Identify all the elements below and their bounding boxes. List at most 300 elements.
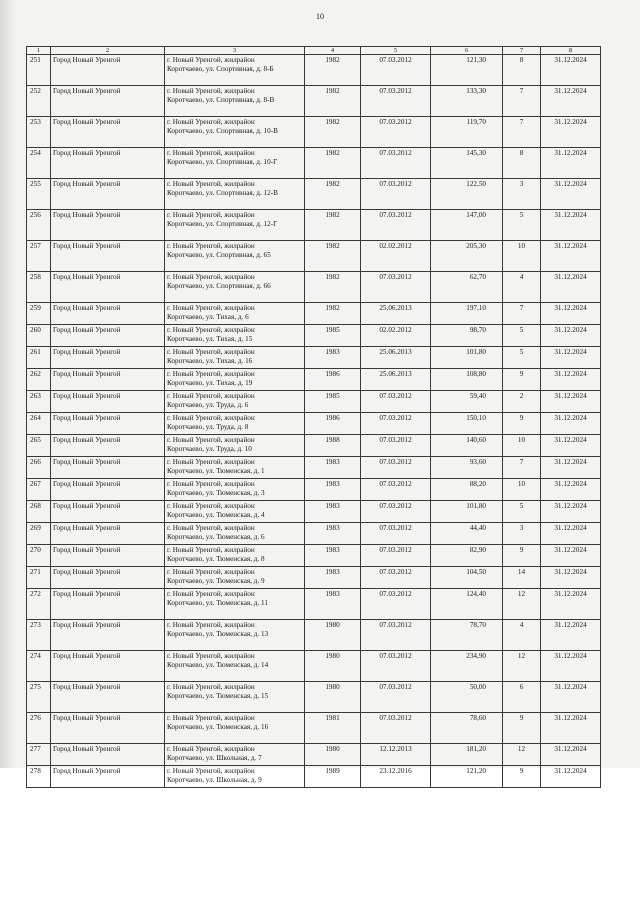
residents-cell: 3	[503, 179, 541, 210]
deadline-cell: 31.12.2024	[541, 347, 601, 369]
table-body	[27, 55, 601, 788]
area-cell: 108,80	[431, 369, 503, 391]
municipality-cell: Город Новый Уренгой	[51, 545, 165, 567]
deadline-cell: 31.12.2024	[541, 55, 601, 86]
area-cell: 124,40	[431, 589, 503, 620]
area-cell: 147,00	[431, 210, 503, 241]
year-cell: 1980	[305, 620, 361, 651]
address-line-2: Коротчаево, ул. Тихая, д. 6	[167, 313, 249, 321]
municipality-cell: Город Новый Уренгой	[51, 347, 165, 369]
date-cell: 07.03.2012	[361, 86, 431, 117]
address-cell	[165, 651, 305, 682]
residents-cell: 8	[503, 55, 541, 86]
deadline-cell: 31.12.2024	[541, 479, 601, 501]
deadline-cell: 31.12.2024	[541, 86, 601, 117]
area-cell: 82,90	[431, 545, 503, 567]
residents-cell: 7	[503, 303, 541, 325]
municipality-cell: Город Новый Уренгой	[51, 713, 165, 744]
year-cell: 1982	[305, 55, 361, 86]
row-number: 272	[27, 589, 51, 620]
row-number: 258	[27, 272, 51, 303]
row-number: 269	[27, 523, 51, 545]
column-number: 4	[305, 47, 361, 55]
address-cell	[165, 567, 305, 589]
address-line-1: г. Новый Уренгой, жилрайон	[167, 348, 255, 356]
year-cell: 1982	[305, 179, 361, 210]
address-line-1: г. Новый Уренгой, жилрайон	[167, 621, 255, 629]
residents-cell: 9	[503, 369, 541, 391]
area-cell: 121,30	[431, 55, 503, 86]
year-cell: 1982	[305, 210, 361, 241]
year-cell: 1982	[305, 272, 361, 303]
page-number: 10	[316, 12, 324, 21]
table-row	[27, 413, 601, 435]
residents-cell: 12	[503, 744, 541, 766]
area-cell: 133,30	[431, 86, 503, 117]
deadline-cell: 31.12.2024	[541, 457, 601, 479]
date-cell: 07.03.2012	[361, 620, 431, 651]
address-line-1: г. Новый Уренгой, жилрайон	[167, 714, 255, 722]
column-number-row	[27, 47, 601, 55]
area-cell: 93,60	[431, 457, 503, 479]
address-line-2: Коротчаево, ул. Школьная, д. 9	[167, 776, 262, 784]
address-cell	[165, 117, 305, 148]
address-cell	[165, 303, 305, 325]
municipality-cell: Город Новый Уренгой	[51, 413, 165, 435]
row-number: 277	[27, 744, 51, 766]
area-cell: 122,50	[431, 179, 503, 210]
year-cell: 1983	[305, 523, 361, 545]
address-line-1: г. Новый Уренгой, жилрайон	[167, 524, 255, 532]
residents-cell: 10	[503, 241, 541, 272]
municipality-cell: Город Новый Уренгой	[51, 241, 165, 272]
date-cell: 07.03.2012	[361, 651, 431, 682]
residents-cell: 7	[503, 457, 541, 479]
table-row	[27, 545, 601, 567]
address-line-1: г. Новый Уренгой, жилрайон	[167, 767, 255, 775]
deadline-cell: 31.12.2024	[541, 325, 601, 347]
deadline-cell: 31.12.2024	[541, 369, 601, 391]
area-cell: 101,80	[431, 347, 503, 369]
deadline-cell: 31.12.2024	[541, 589, 601, 620]
deadline-cell: 31.12.2024	[541, 713, 601, 744]
date-cell: 07.03.2012	[361, 682, 431, 713]
row-number: 251	[27, 55, 51, 86]
row-number: 257	[27, 241, 51, 272]
deadline-cell: 31.12.2024	[541, 620, 601, 651]
year-cell: 1982	[305, 303, 361, 325]
year-cell: 1982	[305, 241, 361, 272]
deadline-cell: 31.12.2024	[541, 682, 601, 713]
area-cell: 121,20	[431, 766, 503, 788]
date-cell: 07.03.2012	[361, 523, 431, 545]
table-row	[27, 651, 601, 682]
address-cell	[165, 479, 305, 501]
municipality-cell: Город Новый Уренгой	[51, 744, 165, 766]
year-cell: 1989	[305, 766, 361, 788]
table-row	[27, 241, 601, 272]
deadline-cell: 31.12.2024	[541, 272, 601, 303]
municipality-cell: Город Новый Уренгой	[51, 117, 165, 148]
year-cell: 1983	[305, 457, 361, 479]
address-line-2: Коротчаево, ул. Труда, д. 6	[167, 401, 249, 409]
residents-cell: 12	[503, 589, 541, 620]
address-cell	[165, 391, 305, 413]
municipality-cell: Город Новый Уренгой	[51, 682, 165, 713]
row-number: 255	[27, 179, 51, 210]
area-cell: 104,50	[431, 567, 503, 589]
row-number: 266	[27, 457, 51, 479]
area-cell: 59,40	[431, 391, 503, 413]
table-row	[27, 479, 601, 501]
date-cell: 23.12.2016	[361, 766, 431, 788]
deadline-cell: 31.12.2024	[541, 651, 601, 682]
year-cell: 1983	[305, 479, 361, 501]
date-cell: 25.06.2013	[361, 369, 431, 391]
address-line-1: г. Новый Уренгой, жилрайон	[167, 273, 255, 281]
area-cell: 234,90	[431, 651, 503, 682]
row-number: 253	[27, 117, 51, 148]
municipality-cell: Город Новый Уренгой	[51, 651, 165, 682]
row-number: 264	[27, 413, 51, 435]
address-cell	[165, 179, 305, 210]
deadline-cell: 31.12.2024	[541, 567, 601, 589]
address-cell	[165, 272, 305, 303]
residents-cell: 9	[503, 545, 541, 567]
municipality-cell: Город Новый Уренгой	[51, 457, 165, 479]
deadline-cell: 31.12.2024	[541, 179, 601, 210]
date-cell: 07.03.2012	[361, 117, 431, 148]
address-line-1: г. Новый Уренгой, жилрайон	[167, 87, 255, 95]
address-line-1: г. Новый Уренгой, жилрайон	[167, 480, 255, 488]
date-cell: 07.03.2012	[361, 148, 431, 179]
residents-cell: 6	[503, 682, 541, 713]
row-number: 256	[27, 210, 51, 241]
residents-cell: 9	[503, 413, 541, 435]
row-number: 261	[27, 347, 51, 369]
address-line-2: Коротчаево, ул. Тюменская, д. 8	[167, 555, 265, 563]
residents-cell: 5	[503, 325, 541, 347]
address-cell	[165, 523, 305, 545]
table-row	[27, 766, 601, 788]
address-line-1: г. Новый Уренгой, жилрайон	[167, 392, 255, 400]
date-cell: 07.03.2012	[361, 479, 431, 501]
address-cell	[165, 325, 305, 347]
year-cell: 1985	[305, 391, 361, 413]
column-number: 5	[361, 47, 431, 55]
row-number: 254	[27, 148, 51, 179]
address-line-2: Коротчаево, ул. Тихая, д. 16	[167, 357, 253, 365]
table-row	[27, 369, 601, 391]
scan-edge-shadow	[0, 0, 14, 768]
table-row	[27, 435, 601, 457]
address-line-2: Коротчаево, ул. Спортивная, д. 12-Г	[167, 220, 278, 228]
address-line-1: г. Новый Уренгой, жилрайон	[167, 502, 255, 510]
municipality-cell: Город Новый Уренгой	[51, 391, 165, 413]
table-row	[27, 86, 601, 117]
residents-cell: 4	[503, 272, 541, 303]
address-line-2: Коротчаево, ул. Тюменская, д. 1	[167, 467, 265, 475]
municipality-cell: Город Новый Уренгой	[51, 148, 165, 179]
year-cell: 1980	[305, 651, 361, 682]
address-cell	[165, 55, 305, 86]
address-line-1: г. Новый Уренгой, жилрайон	[167, 370, 255, 378]
table-row	[27, 391, 601, 413]
table-row	[27, 501, 601, 523]
table-row	[27, 713, 601, 744]
area-cell: 205,30	[431, 241, 503, 272]
address-line-2: Коротчаево, ул. Тюменская, д. 14	[167, 661, 269, 669]
address-line-2: Коротчаево, ул. Спортивная, д. 65	[167, 251, 271, 259]
municipality-cell: Город Новый Уренгой	[51, 210, 165, 241]
area-cell: 140,60	[431, 435, 503, 457]
area-cell: 44,40	[431, 523, 503, 545]
area-cell: 50,00	[431, 682, 503, 713]
address-cell	[165, 589, 305, 620]
column-number: 1	[27, 47, 51, 55]
address-line-1: г. Новый Уренгой, жилрайон	[167, 568, 255, 576]
column-number: 3	[165, 47, 305, 55]
address-line-2: Коротчаево, ул. Спортивная, д. 8-Б	[167, 65, 274, 73]
municipality-cell: Город Новый Уренгой	[51, 523, 165, 545]
residents-cell: 12	[503, 651, 541, 682]
address-cell	[165, 148, 305, 179]
municipality-cell: Город Новый Уренгой	[51, 55, 165, 86]
address-line-1: г. Новый Уренгой, жилрайон	[167, 745, 255, 753]
area-cell: 145,30	[431, 148, 503, 179]
address-line-2: Коротчаево, ул. Тихая, д. 15	[167, 335, 253, 343]
address-line-2: Коротчаево, ул. Школьная, д. 7	[167, 754, 262, 762]
address-line-1: г. Новый Уренгой, жилрайон	[167, 118, 255, 126]
row-number: 273	[27, 620, 51, 651]
row-number: 268	[27, 501, 51, 523]
date-cell: 07.03.2012	[361, 713, 431, 744]
area-cell: 119,70	[431, 117, 503, 148]
date-cell: 25.06.2013	[361, 303, 431, 325]
address-line-2: Коротчаево, ул. Тюменская, д. 4	[167, 511, 265, 519]
date-cell: 07.03.2012	[361, 501, 431, 523]
column-number: 7	[503, 47, 541, 55]
table-row	[27, 325, 601, 347]
year-cell: 1983	[305, 545, 361, 567]
address-line-2: Коротчаево, ул. Спортивная, д. 12-В	[167, 189, 278, 197]
deadline-cell: 31.12.2024	[541, 241, 601, 272]
address-line-2: Коротчаево, ул. Спортивная, д. 8-В	[167, 96, 275, 104]
deadline-cell: 31.12.2024	[541, 303, 601, 325]
deadline-cell: 31.12.2024	[541, 744, 601, 766]
deadline-cell: 31.12.2024	[541, 391, 601, 413]
year-cell: 1980	[305, 744, 361, 766]
address-cell	[165, 766, 305, 788]
date-cell: 12.12.2013	[361, 744, 431, 766]
address-line-1: г. Новый Уренгой, жилрайон	[167, 304, 255, 312]
address-cell	[165, 713, 305, 744]
year-cell: 1982	[305, 117, 361, 148]
area-cell: 62,70	[431, 272, 503, 303]
table-row	[27, 55, 601, 86]
address-line-2: Коротчаево, ул. Спортивная, д. 66	[167, 282, 271, 290]
address-cell	[165, 744, 305, 766]
date-cell: 07.03.2012	[361, 179, 431, 210]
residents-cell: 8	[503, 148, 541, 179]
year-cell: 1980	[305, 682, 361, 713]
residents-cell: 5	[503, 501, 541, 523]
date-cell: 25.06.2013	[361, 347, 431, 369]
residents-cell: 9	[503, 766, 541, 788]
row-number: 274	[27, 651, 51, 682]
municipality-cell: Город Новый Уренгой	[51, 369, 165, 391]
municipality-cell: Город Новый Уренгой	[51, 272, 165, 303]
year-cell: 1983	[305, 347, 361, 369]
date-cell: 02.02.2012	[361, 241, 431, 272]
address-line-2: Коротчаево, ул. Тюменская, д. 11	[167, 599, 268, 607]
table-row	[27, 567, 601, 589]
deadline-cell: 31.12.2024	[541, 501, 601, 523]
address-line-1: г. Новый Уренгой, жилрайон	[167, 242, 255, 250]
row-number: 270	[27, 545, 51, 567]
deadline-cell: 31.12.2024	[541, 435, 601, 457]
row-number: 262	[27, 369, 51, 391]
date-cell: 07.03.2012	[361, 589, 431, 620]
address-cell	[165, 457, 305, 479]
row-number: 265	[27, 435, 51, 457]
residents-cell: 9	[503, 713, 541, 744]
municipality-cell: Город Новый Уренгой	[51, 501, 165, 523]
address-line-2: Коротчаево, ул. Тюменская, д. 6	[167, 533, 265, 541]
address-cell	[165, 545, 305, 567]
table-row	[27, 303, 601, 325]
municipality-cell: Город Новый Уренгой	[51, 325, 165, 347]
municipality-cell: Город Новый Уренгой	[51, 620, 165, 651]
date-cell: 07.03.2012	[361, 435, 431, 457]
table-row	[27, 117, 601, 148]
row-number: 267	[27, 479, 51, 501]
address-line-1: г. Новый Уренгой, жилрайон	[167, 326, 255, 334]
table-row	[27, 682, 601, 713]
area-cell: 150,10	[431, 413, 503, 435]
municipality-cell: Город Новый Уренгой	[51, 179, 165, 210]
address-line-2: Коротчаево, ул. Труда, д. 10	[167, 445, 252, 453]
area-cell: 78,60	[431, 713, 503, 744]
year-cell: 1982	[305, 148, 361, 179]
address-line-2: Коротчаево, ул. Тюменская, д. 13	[167, 630, 269, 638]
address-cell	[165, 86, 305, 117]
residents-cell: 10	[503, 435, 541, 457]
year-cell: 1983	[305, 567, 361, 589]
table-row	[27, 620, 601, 651]
residents-cell: 5	[503, 210, 541, 241]
address-line-1: г. Новый Уренгой, жилрайон	[167, 458, 255, 466]
column-number: 6	[431, 47, 503, 55]
address-line-1: г. Новый Уренгой, жилрайон	[167, 652, 255, 660]
address-cell	[165, 210, 305, 241]
table-row	[27, 744, 601, 766]
address-cell	[165, 435, 305, 457]
area-cell: 88,20	[431, 479, 503, 501]
date-cell: 07.03.2012	[361, 545, 431, 567]
deadline-cell: 31.12.2024	[541, 545, 601, 567]
year-cell: 1986	[305, 369, 361, 391]
table-row	[27, 457, 601, 479]
address-cell	[165, 413, 305, 435]
year-cell: 1985	[305, 325, 361, 347]
municipality-cell: Город Новый Уренгой	[51, 589, 165, 620]
residents-cell: 7	[503, 117, 541, 148]
address-line-1: г. Новый Уренгой, жилрайон	[167, 149, 255, 157]
table-row	[27, 589, 601, 620]
municipality-cell: Город Новый Уренгой	[51, 435, 165, 457]
address-line-1: г. Новый Уренгой, жилрайон	[167, 590, 255, 598]
address-line-2: Коротчаево, ул. Спортивная, д. 10-Г	[167, 158, 278, 166]
address-cell	[165, 682, 305, 713]
row-number: 259	[27, 303, 51, 325]
address-line-1: г. Новый Уренгой, жилрайон	[167, 180, 255, 188]
address-cell	[165, 501, 305, 523]
table-row	[27, 210, 601, 241]
column-number: 8	[541, 47, 601, 55]
year-cell: 1981	[305, 713, 361, 744]
area-cell: 197,10	[431, 303, 503, 325]
table-row	[27, 272, 601, 303]
deadline-cell: 31.12.2024	[541, 766, 601, 788]
residents-cell: 3	[503, 523, 541, 545]
deadline-cell: 31.12.2024	[541, 148, 601, 179]
year-cell: 1983	[305, 501, 361, 523]
residents-cell: 2	[503, 391, 541, 413]
area-cell: 101,80	[431, 501, 503, 523]
address-line-2: Коротчаево, ул. Спортивная, д. 10-В	[167, 127, 278, 135]
residents-cell: 4	[503, 620, 541, 651]
row-number: 263	[27, 391, 51, 413]
year-cell: 1986	[305, 413, 361, 435]
address-cell	[165, 620, 305, 651]
date-cell: 07.03.2012	[361, 413, 431, 435]
address-line-1: г. Новый Уренгой, жилрайон	[167, 546, 255, 554]
address-line-2: Коротчаево, ул. Тихая, д. 19	[167, 379, 253, 387]
residents-cell: 10	[503, 479, 541, 501]
address-line-1: г. Новый Уренгой, жилрайон	[167, 683, 255, 691]
area-cell: 78,70	[431, 620, 503, 651]
address-line-2: Коротчаево, ул. Тюменская, д. 9	[167, 577, 265, 585]
year-cell: 1988	[305, 435, 361, 457]
address-line-1: г. Новый Уренгой, жилрайон	[167, 56, 255, 64]
municipality-cell: Город Новый Уренгой	[51, 303, 165, 325]
row-number: 275	[27, 682, 51, 713]
date-cell: 02.02.2012	[361, 325, 431, 347]
date-cell: 07.03.2012	[361, 391, 431, 413]
date-cell: 07.03.2012	[361, 457, 431, 479]
municipality-cell: Город Новый Уренгой	[51, 479, 165, 501]
municipality-cell: Город Новый Уренгой	[51, 86, 165, 117]
table-row	[27, 523, 601, 545]
deadline-cell: 31.12.2024	[541, 210, 601, 241]
address-line-2: Коротчаево, ул. Тюменская, д. 3	[167, 489, 265, 497]
deadline-cell: 31.12.2024	[541, 413, 601, 435]
address-line-2: Коротчаево, ул. Труда, д. 8	[167, 423, 249, 431]
date-cell: 07.03.2012	[361, 55, 431, 86]
row-number: 271	[27, 567, 51, 589]
deadline-cell: 31.12.2024	[541, 523, 601, 545]
residents-cell: 14	[503, 567, 541, 589]
table-row	[27, 148, 601, 179]
address-line-1: г. Новый Уренгой, жилрайон	[167, 436, 255, 444]
residents-cell: 7	[503, 86, 541, 117]
housing-table	[26, 46, 601, 788]
address-line-1: г. Новый Уренгой, жилрайон	[167, 211, 255, 219]
row-number: 260	[27, 325, 51, 347]
row-number: 276	[27, 713, 51, 744]
area-cell: 98,70	[431, 325, 503, 347]
